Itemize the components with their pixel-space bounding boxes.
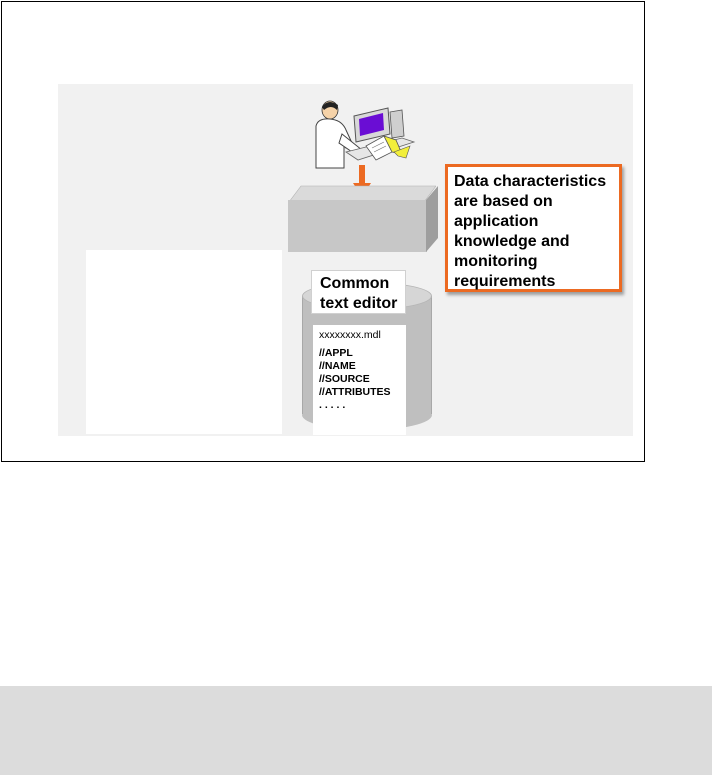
callout-line: knowledge and: [454, 233, 570, 250]
editor-label-line: Common: [320, 275, 390, 292]
callout-line: are based on: [454, 193, 553, 210]
document-line: //APPL: [319, 347, 353, 359]
blank-panel: [86, 250, 282, 434]
editor-label: [311, 270, 406, 314]
callout-line: application: [454, 213, 539, 230]
footer-bar: [0, 686, 712, 775]
gray-box: [288, 200, 427, 252]
callout-line: monitoring: [454, 253, 538, 270]
document-filename: xxxxxxxx.mdl: [319, 329, 381, 341]
document-line: . . . . .: [319, 399, 346, 411]
callout-line: requirements: [454, 273, 556, 290]
document-line: //NAME: [319, 360, 356, 372]
arrow-down-icon: [359, 165, 365, 185]
callout-line: Data characteristics: [454, 173, 607, 190]
model-document: [313, 325, 406, 435]
document-line: //ATTRIBUTES: [319, 386, 391, 398]
box-side-face: [426, 186, 438, 252]
data-characteristics-callout: [445, 164, 622, 292]
document-line: //SOURCE: [319, 373, 370, 385]
editor-label-line: text editor: [320, 295, 398, 312]
